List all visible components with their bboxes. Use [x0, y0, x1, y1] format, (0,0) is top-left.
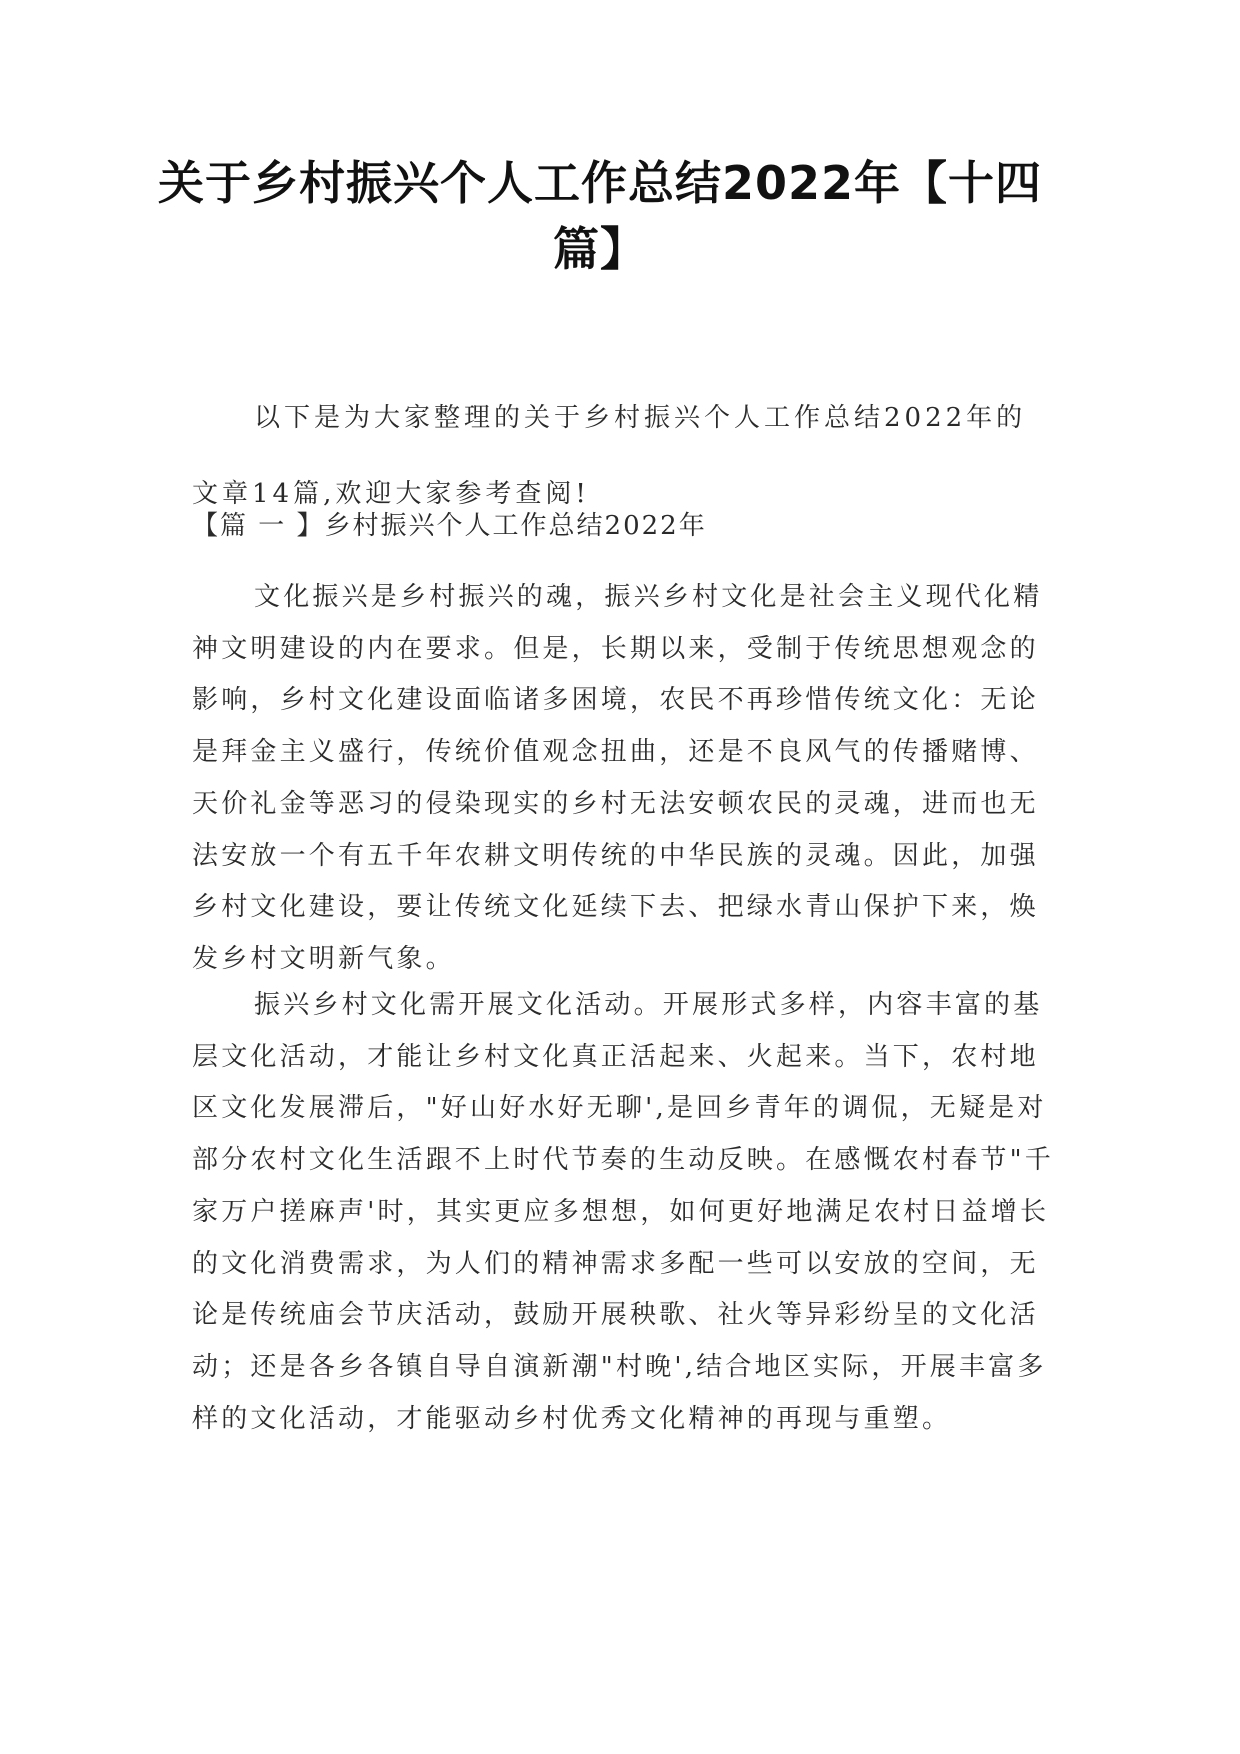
intro-paragraph: 以下是为大家整理的关于乡村振兴个人工作总结2022年的文章14篇,欢迎大家参考查阅! [192, 403, 1027, 509]
document-title: 关于乡村振兴个人工作总结2022年【十四篇】 [157, 156, 1043, 276]
body-paragraph-1: 文化振兴是乡村振兴的魂，振兴乡村文化是社会主义现代化精神文明建设的内在要求。但是，长期以来，受制于传统思想观念的影响，乡村文化建设面临诸多困境，农民不再珍惜传统文化：无论是拜金主义盛行，传统价值观念扭曲，还是不良风气的传播赌博、天价礼金等恶习的侵染现实的乡村无法安顿农民的灵魂，进而也无法安放一个有五千年农耕文明传统的中华民族的灵魂。因此，加强乡村文化建设，要让传统文化延续下去、把绿水青山保护下来，焕发乡村文明新气象。 [192, 582, 1043, 974]
section-heading: 【篇 一 】乡村振兴个人工作总结2022年 [192, 511, 707, 541]
body-paragraph-2: 振兴乡村文化需开展文化活动。开展形式多样，内容丰富的基层文化活动，才能让乡村文化真正活起来、火起来。当下，农村地区文化发展滞后，"好山好水好无聊',是回乡青年的调侃，无疑是对部分农村文化生活跟不上时代节奏的生动反映。在感慨农村春节"千家万户搓麻声'时，其实更应多想想，如何更好地满足农村日益增长的文化消费需求，为人们的精神需求多配一些可以安放的空间，无论是传统庙会节庆活动，鼓励开展秧歌、社火等异彩纷呈的文化活动；还是各乡各镇自导自演新潮"村晚',结合地区实际，开展丰富多样的文化活动，才能驱动乡村优秀文化精神的再现与重塑。 [192, 990, 1054, 1434]
